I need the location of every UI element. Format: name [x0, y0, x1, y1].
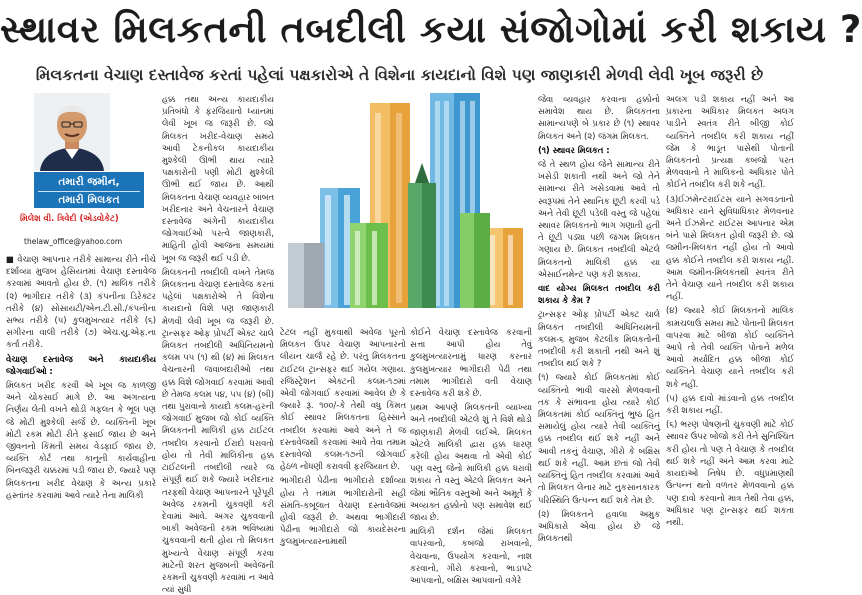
col5-paragraph: (૧) જ્યારે કોઈ મિલકતમાં કોઈ વ્યક્તિનો ભાવી વારસો મેળવવાની તક કે સંભાવના હોય ત્યારે કોઈ મિલકતમાં કોઈ વ્યક્તિનું ભુષ્ઠ હિત સમાયેલું હોય ત્યારે તેવી વ્યક્તિનું હક્ક તબદીલ થઈ શકે નહીં અને આવી તકનું વેચાણ, ગીરો કે બક્ષિસ થઈ શકે નહીં. આમ છતાં જો તેવી વ્યક્તિનું હિત તબદીલ કરવામાં આવે તો મિલકત લેનાર માટે નુકસાનકારક પરિસ્થિતિ ઉત્પન્ન થઈ શકે તેમ છે. — [538, 372, 660, 505]
col6-paragraph: (૪) જ્યારે કોઈ મિલકતનો માલિક કામચલાઉ સમય માટે પોતાની મિલકત વાપરવા માટે બીજા કોઈ વ્યક્તિને આપે તો તેવી વ્યક્તિ પોતાને મળેલ આવો મર્યાદિત હક્ક બીજા કોઈ વ્યક્તિને વેચાણ યાને તબદીલ કરી શકે નહીં. — [666, 305, 794, 389]
article-subheadline: મિલકતના વેચાણ દસ્તાવેજ કરતાં પહેલાં પક્ષકારોએ તે વિશેના કાયદાનો વિશે પણ જાણકારી મેળવી લેવી ખૂબ જરૂરી છે — [35, 66, 764, 84]
col5-paragraph: જેવા વ્યવહાર કરવાના હક્કોનો સમાવેશ થાય છે. મિલકતના સામાન્યપણે બે પ્રકાર છે (૧) સ્થાવર મિલકત અને (૨) જંગમ મિલકત. — [538, 94, 660, 141]
col5-paragraph: ટ્રાન્સફર ઓફ પ્રોપર્ટી એક્ટ ચાલે મિલકત તબદીલી અધિનિયમની કલમ-૬ મુજબ કેટલીક મિલકતોની તબદીલી કરી શકાતી નથી અને શું તબદીલ થઈ શકે ? — [538, 309, 660, 369]
column-6 — [666, 93, 794, 567]
col2-paragraph: હક્ક તથા અન્ય કાયદાકીય પ્રતિબંધો કે ફરજિયાતો ધ્યાનમાં લેવી ખૂબ જ જરૂરી છે. જો મિલકત ખરીદ-વેચાણ સમયે આવી ટેકનીકલ કાયદાકીય મુશ્કેલી ઊભી થાય ત્યારે પક્ષકારોની પણી મોટી મુશ્કેલી ઊભી થઈ જાય છે. આથી મિલકતના વેચાણ વ્યવહાર બાબત ખરીદનાર અને વેચનારને વેચાણ દસ્તાવેજ અંગેની કાયદાકીય જોગવાઈઓ પરત્વે જાણકારી, માહિતી હોવી આજના સમયમાં ખૂબ જ જરૂરી થઈ પડી છે. — [162, 94, 274, 263]
col5-subheading: વાદ યોગ્ય મિલકત તબદીલ કરી શકાય કે કેમ ? — [538, 283, 660, 306]
col6-paragraph: (૩)ઈઝમેન્ટરાઈટસ યાને સગવડતાનો અધિકાર યાને સુવિધાધિકાર મેળવનાર અને ઈઝમેન્ટ રાઈટસ આપનાર એમ બંને પાસે મિલકત હોવી જરૂરી છે. જો જમીન-મિલકત નહીં હોય તો આવો હક્ક કોઈને તબદીલ કરી શકાય નહીં. આમ જમીન-મિલકતથી સ્વતંત્ર રીતે તેને વેચાણ યાને તબદીલ કરી શકાય નહીં. — [666, 193, 794, 302]
col4-paragraph: કોઈને વેચાણ દસ્તાવેજ કરવાની સત્તા આપી હોય તેવું કુલમુખત્યારનામું ધારણ કરનાર કુલમુખત્યાર ભાગીદારી પેઢી તથા તમામ ભાગીદારો વતી વેચાણ દસ્તાવેજ કરી શકે છે. — [410, 327, 532, 399]
author-name: મિલેશ વી. ત્રિવેદી (એડવોકેટ) — [20, 213, 119, 223]
col6-paragraph: (૬) ભરણ પોષણની ચુકવણી માટે કોઈ સ્થાવર ઉપર બોજો કરી તેને સુનિશ્ચિત કરી હોય તો પણ તે વેચાણ કે તબદીલ થઈ શકે નહીં અને આમ કરવા માટે કાયદાઓ નિષેધ છે. વધુપ્રમાણથી ઉત્પન્ન થતો વળતર મેળવવાનો હક્ક પણ દાવો કરવાનો માત્ર તેથી તેવા હક્ક, અધિકાર પણ ટ્રાન્સફર થઈ શકતા નથી. — [666, 419, 794, 527]
column-2 — [162, 93, 274, 595]
col6-paragraph: અલગ પડી શકાય નહીં અને આ પ્રકારના અધિકાર મિલકત અલગ પાડીને સ્વતંત્ર રીતે બીજી કોઈ વ્યક્તિને તબદીલ કરી શકાય નહીં જેમ કે ભાડૂત પાસેથી પોતાની મિલકતનો પ્રત્યક્ષ કબજો પરત મેળવવાનો તે માલિકનો અધિકાર પોતે કોઈને તબદીલ કરી શકે નહીં. — [666, 94, 794, 190]
city-buildings-illustration — [280, 93, 532, 326]
badge-line1: તમારી જમીન, — [58, 176, 120, 188]
col2-paragraph: મિલકતની તબદીલી વખતે તેમજ મિલકતના વેચાણ દસ્તાવેજ કરતાં પહેલાં પક્ષકારોએ તે વિશેના કાયદાનો વિશે પણ જાણકારી મેળવી લેવી ખૂબ જ જરૂરી છે. ટ્રાન્સફર ઓફ પ્રોપર્ટી એક્ટ ચાલે મિલકત તબદીલી અધિનિયમનો કલમ ૫૫ (૧) થી (૪) માં મિલકત વેચનારની જવાબદારીઓ તથા હક્ક વિશે જોગવાઈ કરવામાં આવી છે તેમજ કલમ ૫૪, ૫૫ (૪) (બી) તથા પુરાવાનો કાયદો કલમ-હરની જોગવાઈ મુજબ જો કોઈ વ્યક્તિ મિલકતની માલિકી હક્ક ટાઈટલ તબદીલ કરવાનો ઈરાદો ધરાવતો હોય તો તેવી માલિકીના હક્ક ટાઈટલની તબદીલી ત્યારે જ સંપૂર્ણ થઈ શકે જ્યારે ખરીદનાર તરફથી વેચાણ આપનારને પૂરેપૂરી અવેજ રકમની ચુકવણી કરી દેવામાં આવે. અગર ચુકવવાની બાકી અવેજની રકમ ભવિષ્યમાં ચુકવવાની થતી હોય તો મિલકત મુખ્યત્વે વેચાણ સંપૂર્ણ કરવા માટેની શરત મુજબની અવેજની રકમની ચુકવણી કરવામાં ન આવે ત્યાં સુધી — [162, 266, 274, 595]
column-badge — [34, 172, 144, 208]
col1-subheading: વેચાણ દસ્તાવેજ અને કાયદાકીય જોગવાઈઓ : — [6, 353, 156, 376]
col3-paragraph: ભાગીદારી પેઢીના ભાગીદારો દર્શાવ્યા હોય તે તમામ ભાગીદારોની સહી સંમતિ-કબૂલાત વેચાણ દસ્તાવેજમાં હોવી જરૂરી છે. અથવા ભાગીદારી પેઢીના ભાગીદારો જો કાયદેસરના કુલમુખત્યારનામાથી — [280, 475, 406, 547]
col5-paragraph: જે તે સ્થળ હોય જેને સામાન્ય રીતે ખસેડી શકાતી નથી અને જો તેને સામાન્ય રીતે ખસેડવામાં આવે તો સ્વરૂપમાં તેને સ્થાનિક છૂટી કરવી પડે અને તેવી છૂટી પડેલી વસ્તુ જે પહેલાં સ્થાવર મિલકતનો ભાગ ગણાતી હતી તે છૂટી પડ્યા પછી જંગમ મિલકત ગણાય છે. મિલકત તબદીલી એટલે મિલકતનો માલિકી હક્ક યા એસાઈનમેન્ટ પણ કરી શકાય. — [538, 159, 660, 279]
author-email: thelaw_office@yahoo.com — [24, 237, 123, 246]
col4-paragraph: માલિકી દર્શન જેમાં મિલકત વાપરવાનો, કબજો રાખવાનો, વેચવાના, ઉપયોગ કરવાનો, નાશ કરવાનો, ગીરો કરવાનો, ભાડાપટે આપવાનો, બક્ષિસ આપવાનો વગેરે — [410, 526, 532, 586]
column-3 — [280, 326, 406, 567]
column-1 — [6, 253, 156, 567]
author-portrait — [34, 93, 110, 171]
col6-paragraph: (૫) હક્ક દાવો માંડવાનો હક્ક તબદીલ કરી શકાય નહીં. — [666, 392, 794, 416]
badge-line2: તમારી મિલકત — [38, 191, 140, 209]
column-5 — [538, 93, 660, 567]
col1-paragraph: મિલકત ખરીદ કરવી એ ખૂબ જ કાળજી અને ચોકસાઈ માગે છે. આ અગત્યના નિર્ણય લેતી વખતે થોડી ગફલત કે ભૂલ પણ જે મોટી મુશ્કેલી સર્જે છે. વ્યક્તિની ખૂબ મોટી રકમ મોટી રીતે ફસાઈ જાય છે અને જીવનનો કિંમતી સમય વેડફાઈ જાય છે. વ્યક્તિ કોર્ટ તથા કાનૂની કાર્યવાહીના બિનજરૂરી ચક્કરમાં પડી જાય છે. જ્યારે પણ મિલકતના ખરીદ વેચાણ કે અન્ય પ્રકારે હસ્તાંતર કરવામાં આવે ત્યારે તેના માલિકી — [6, 380, 156, 500]
column-4 — [410, 326, 532, 586]
col3-paragraph: ટેટલ નહીં મુકવાથી અવેજ પૂરતો મિલકત ઉપર વેચાણ આપનારનો લીયન ચાર્જ રહે છે. પરંતુ મિલકતના ટાઈટલ ટ્રાન્સફર થઈ ગયેલ ગણાય. રજિસ્ટ્રેશન એક્ટની કલમ-૧૭માં એવી જોગવાઈ કરવામાં આવેલ છે કે જ્યારે રૂ. ૧૦૦/-કે તેથી વધુ કિંમત કોઈ સ્થાવર મિલકતના હિસ્સાને તબદીલ કરવામાં આવે અને તે જ દસ્તાવેજથી કરવામાં આવે તેવા તમામ દસ્તાવેજો કલમ-૧૭ની જોગવાઈ હેઠળ નોંધણી કરાવવી ફરજિયાત છે. — [280, 327, 406, 472]
col1-paragraph: ■ વેચાણ આપનાર તરીકે સામાન્ય રીતે નીચે દર્શાવ્યા મુજબ હેસિયતમાં વેચાણ દસ્તાવેજ કરવામાં આવતો હોય છે. (૧) માલિક તરીકે (૨) ભાગીદાર તરીકે (૩) કંપનીના ડિરેક્ટર તરીકે (૪) સોસાયટી/એન.ટી.સી./કંપનીના સભ્ય તરીકે (૫) કુલમુખત્યાર તરીકે (૬) સગીરના વાલી તરીકે (૭) એચ.યુ.એફ.ના કર્તા તરીકે. — [6, 254, 156, 350]
article-headline: સ્થાવર મિલકતની તબદીલી કયા સંજોગોમાં કરી શકાય ? — [0, 8, 862, 51]
col4-paragraph: પ્રથમ આપણે મિલકતની વ્યાખ્યા અને તબદીલી એટલે શું તે વિશે થોડો જાણકારી મેળવી લઈએ. મિલકત એટલે માલિકી દ્વારા હક્ક ધારણ કરેલી હોય અથવા તો એવી કોઈ પણ વસ્તુ જેનો માલિકી હક્ક ધરાવી શકાય તે વસ્તુ એટલે મિલકત અને જેમાં ભૌતિક વસ્તુઓ અને અમૂર્ત કે અવ્યક્ત હક્કોનો પણ સમાવેશ થઈ જાય છે. — [410, 402, 532, 523]
col5-subheading: (૧) સ્થાવર મિલકત : — [538, 144, 610, 155]
col5-paragraph: (૨) મિલકતને હવાલા અમુક અધિકારો એવા હોય છે જે મિલકતથી — [538, 508, 660, 544]
